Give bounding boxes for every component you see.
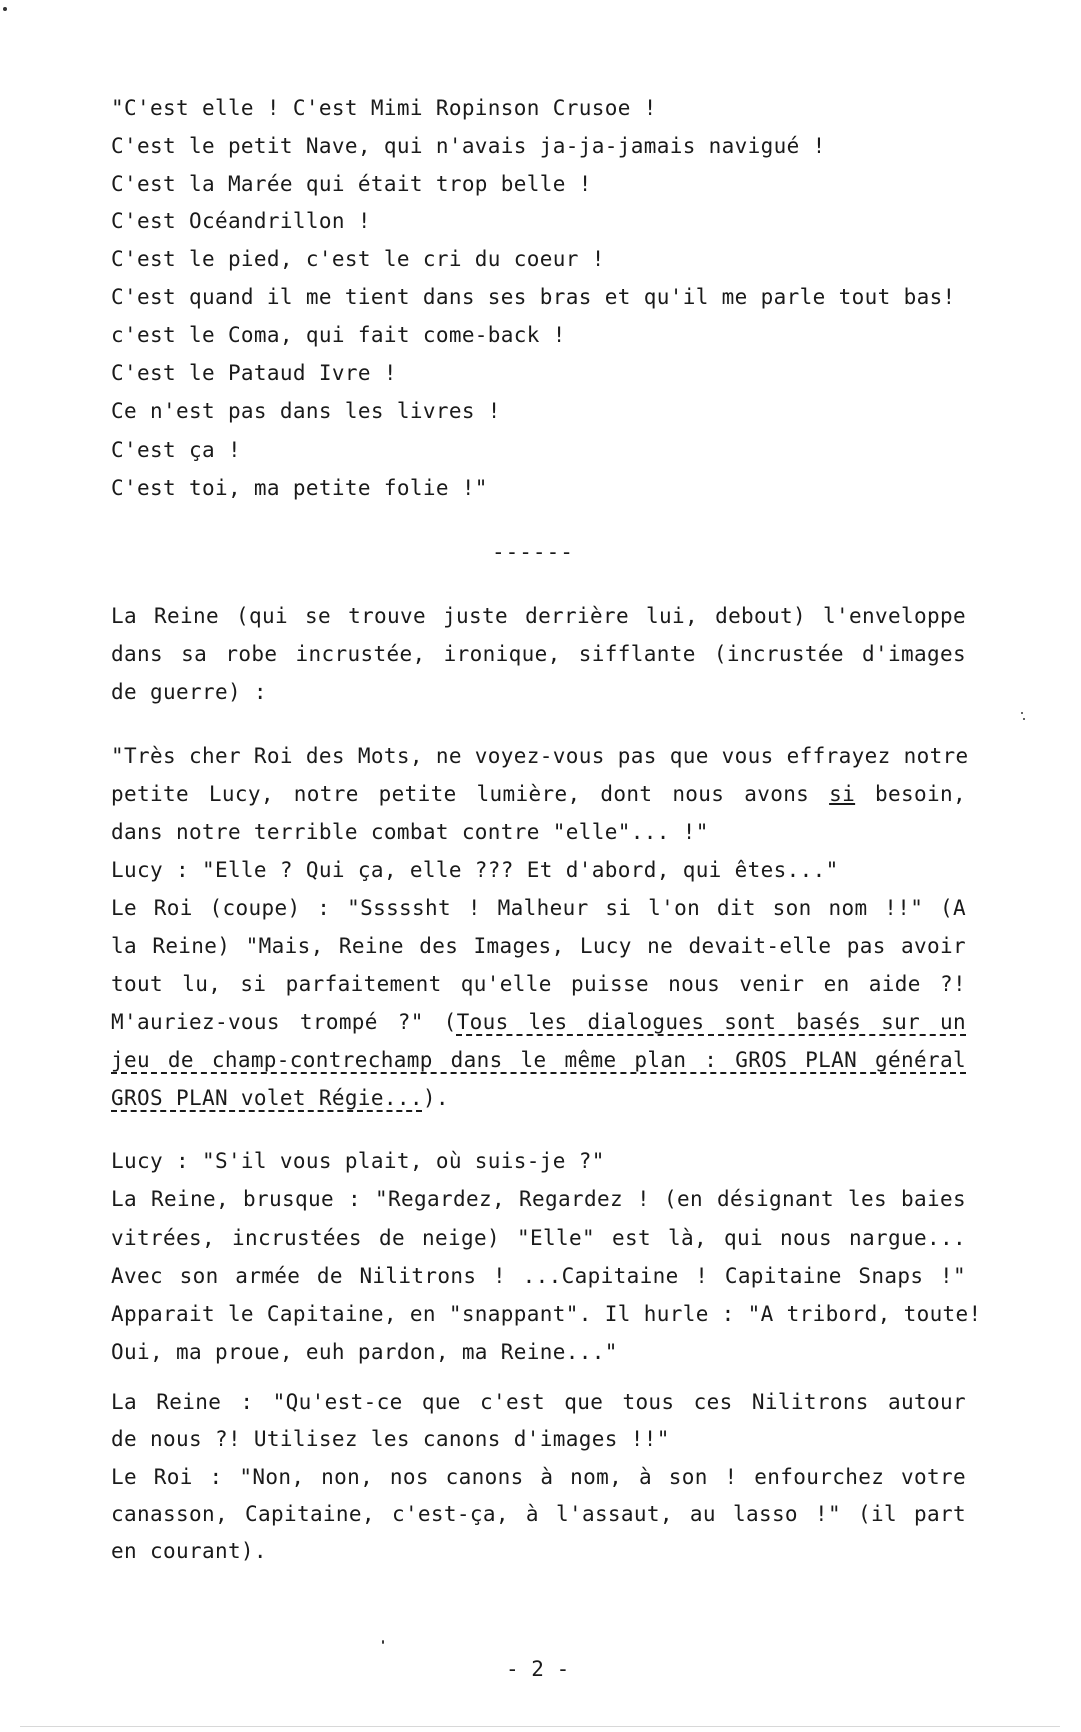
- dialogue-line: La Reine, brusque : "Regardez, Regardez ! (en désignant les baies: [111, 1187, 966, 1211]
- poem-line: Ce n'est pas dans les livres !: [111, 399, 501, 423]
- poem-line: "C'est elle ! C'est Mimi Ropinson Crusoe !: [111, 96, 657, 120]
- section-separator: ------: [492, 540, 574, 564]
- poem-line: C'est la Marée qui était trop belle !: [111, 172, 592, 196]
- poem-line: C'est ça !: [111, 438, 241, 462]
- paragraph-line: de nous ?! Utilisez les canons d'images !!": [111, 1427, 670, 1451]
- scan-speck: [3, 7, 7, 11]
- paragraph-line: "Très cher Roi des Mots, ne voyez-vous pas que vous effrayez notre: [111, 744, 969, 768]
- text-segment: petite Lucy, notre petite lumière, dont nous avons: [111, 782, 830, 806]
- paragraph-line: Avec son armée de Nilitrons ! ...Capitaine ! Capitaine Snaps !": [111, 1264, 966, 1288]
- poem-line: C'est toi, ma petite folie !": [111, 476, 488, 500]
- scan-speck: [382, 1640, 384, 1644]
- poem-line: C'est le pied, c'est le cri du coeur !: [111, 247, 605, 271]
- text-segment: besoin,: [855, 782, 966, 806]
- text-segment: ).: [422, 1086, 449, 1110]
- stage-direction-note: Tous les dialogues sont basés sur un: [456, 1010, 966, 1034]
- paragraph-line: [111, 780, 966, 808]
- dialogue-line: La Reine : "Qu'est-ce que c'est que tous ces Nilitrons autour: [111, 1390, 966, 1414]
- scan-speck: [1023, 718, 1025, 720]
- dialogue-line: Lucy : "Elle ? Qui ça, elle ??? Et d'abord, qui êtes...": [111, 858, 839, 882]
- poem-line: c'est le Coma, qui fait come-back !: [111, 323, 566, 347]
- paragraph-line: la Reine) "Mais, Reine des Images, Lucy ne devait-elle pas avoir: [111, 934, 966, 958]
- poem-line: C'est le petit Nave, qui n'avais ja-ja-jamais navigué !: [111, 134, 826, 158]
- stage-direction-note: GROS PLAN volet Régie...: [111, 1086, 423, 1110]
- paragraph-line: dans sa robe incrustée, ironique, sifflante (incrustée d'images: [111, 642, 966, 666]
- scan-speck: [1021, 712, 1023, 714]
- underlined-word: si: [829, 782, 856, 806]
- paragraph-line: tout lu, si parfaitement qu'elle puisse nous venir en aide ?!: [111, 972, 966, 996]
- text-segment: M'auriez-vous trompé ?" (: [111, 1010, 457, 1034]
- poem-line: C'est le Pataud Ivre !: [111, 361, 397, 385]
- stage-direction-note: jeu de champ-contrechamp dans le même plan : GROS PLAN général: [111, 1048, 966, 1072]
- paragraph-line: vitrées, incrustées de neige) "Elle" est là, qui nous nargue...: [111, 1226, 966, 1250]
- paragraph-line: en courant).: [111, 1539, 267, 1563]
- page-number: - 2 -: [506, 1657, 570, 1681]
- paragraph-line: Apparait le Capitaine, en "snappant". Il hurle : "A tribord, toute!: [111, 1302, 982, 1326]
- paragraph-line: canasson, Capitaine, c'est-ça, à l'assaut, au lasso !" (il part: [111, 1502, 966, 1526]
- paragraph-line: de guerre) :: [111, 680, 267, 704]
- dialogue-line: Lucy : "S'il vous plait, où suis-je ?": [111, 1149, 605, 1173]
- paragraph-line: dans notre terrible combat contre "elle"... !": [111, 820, 709, 844]
- scan-edge-line: [20, 1726, 1060, 1727]
- paragraph-line: La Reine (qui se trouve juste derrière lui, debout) l'enveloppe: [111, 604, 966, 628]
- paragraph-line: Oui, ma proue, euh pardon, ma Reine...": [111, 1340, 618, 1364]
- poem-line: C'est quand il me tient dans ses bras et qu'il me parle tout bas!: [111, 285, 956, 309]
- paragraph-line: [111, 1008, 966, 1036]
- poem-line: C'est Océandrillon !: [111, 209, 371, 233]
- dialogue-line: Le Roi (coupe) : "Sssssht ! Malheur si l'on dit son nom !!" (A: [111, 896, 966, 920]
- paragraph-line: [111, 1084, 449, 1112]
- dialogue-line: Le Roi : "Non, non, nos canons à nom, à son ! enfourchez votre: [111, 1465, 966, 1489]
